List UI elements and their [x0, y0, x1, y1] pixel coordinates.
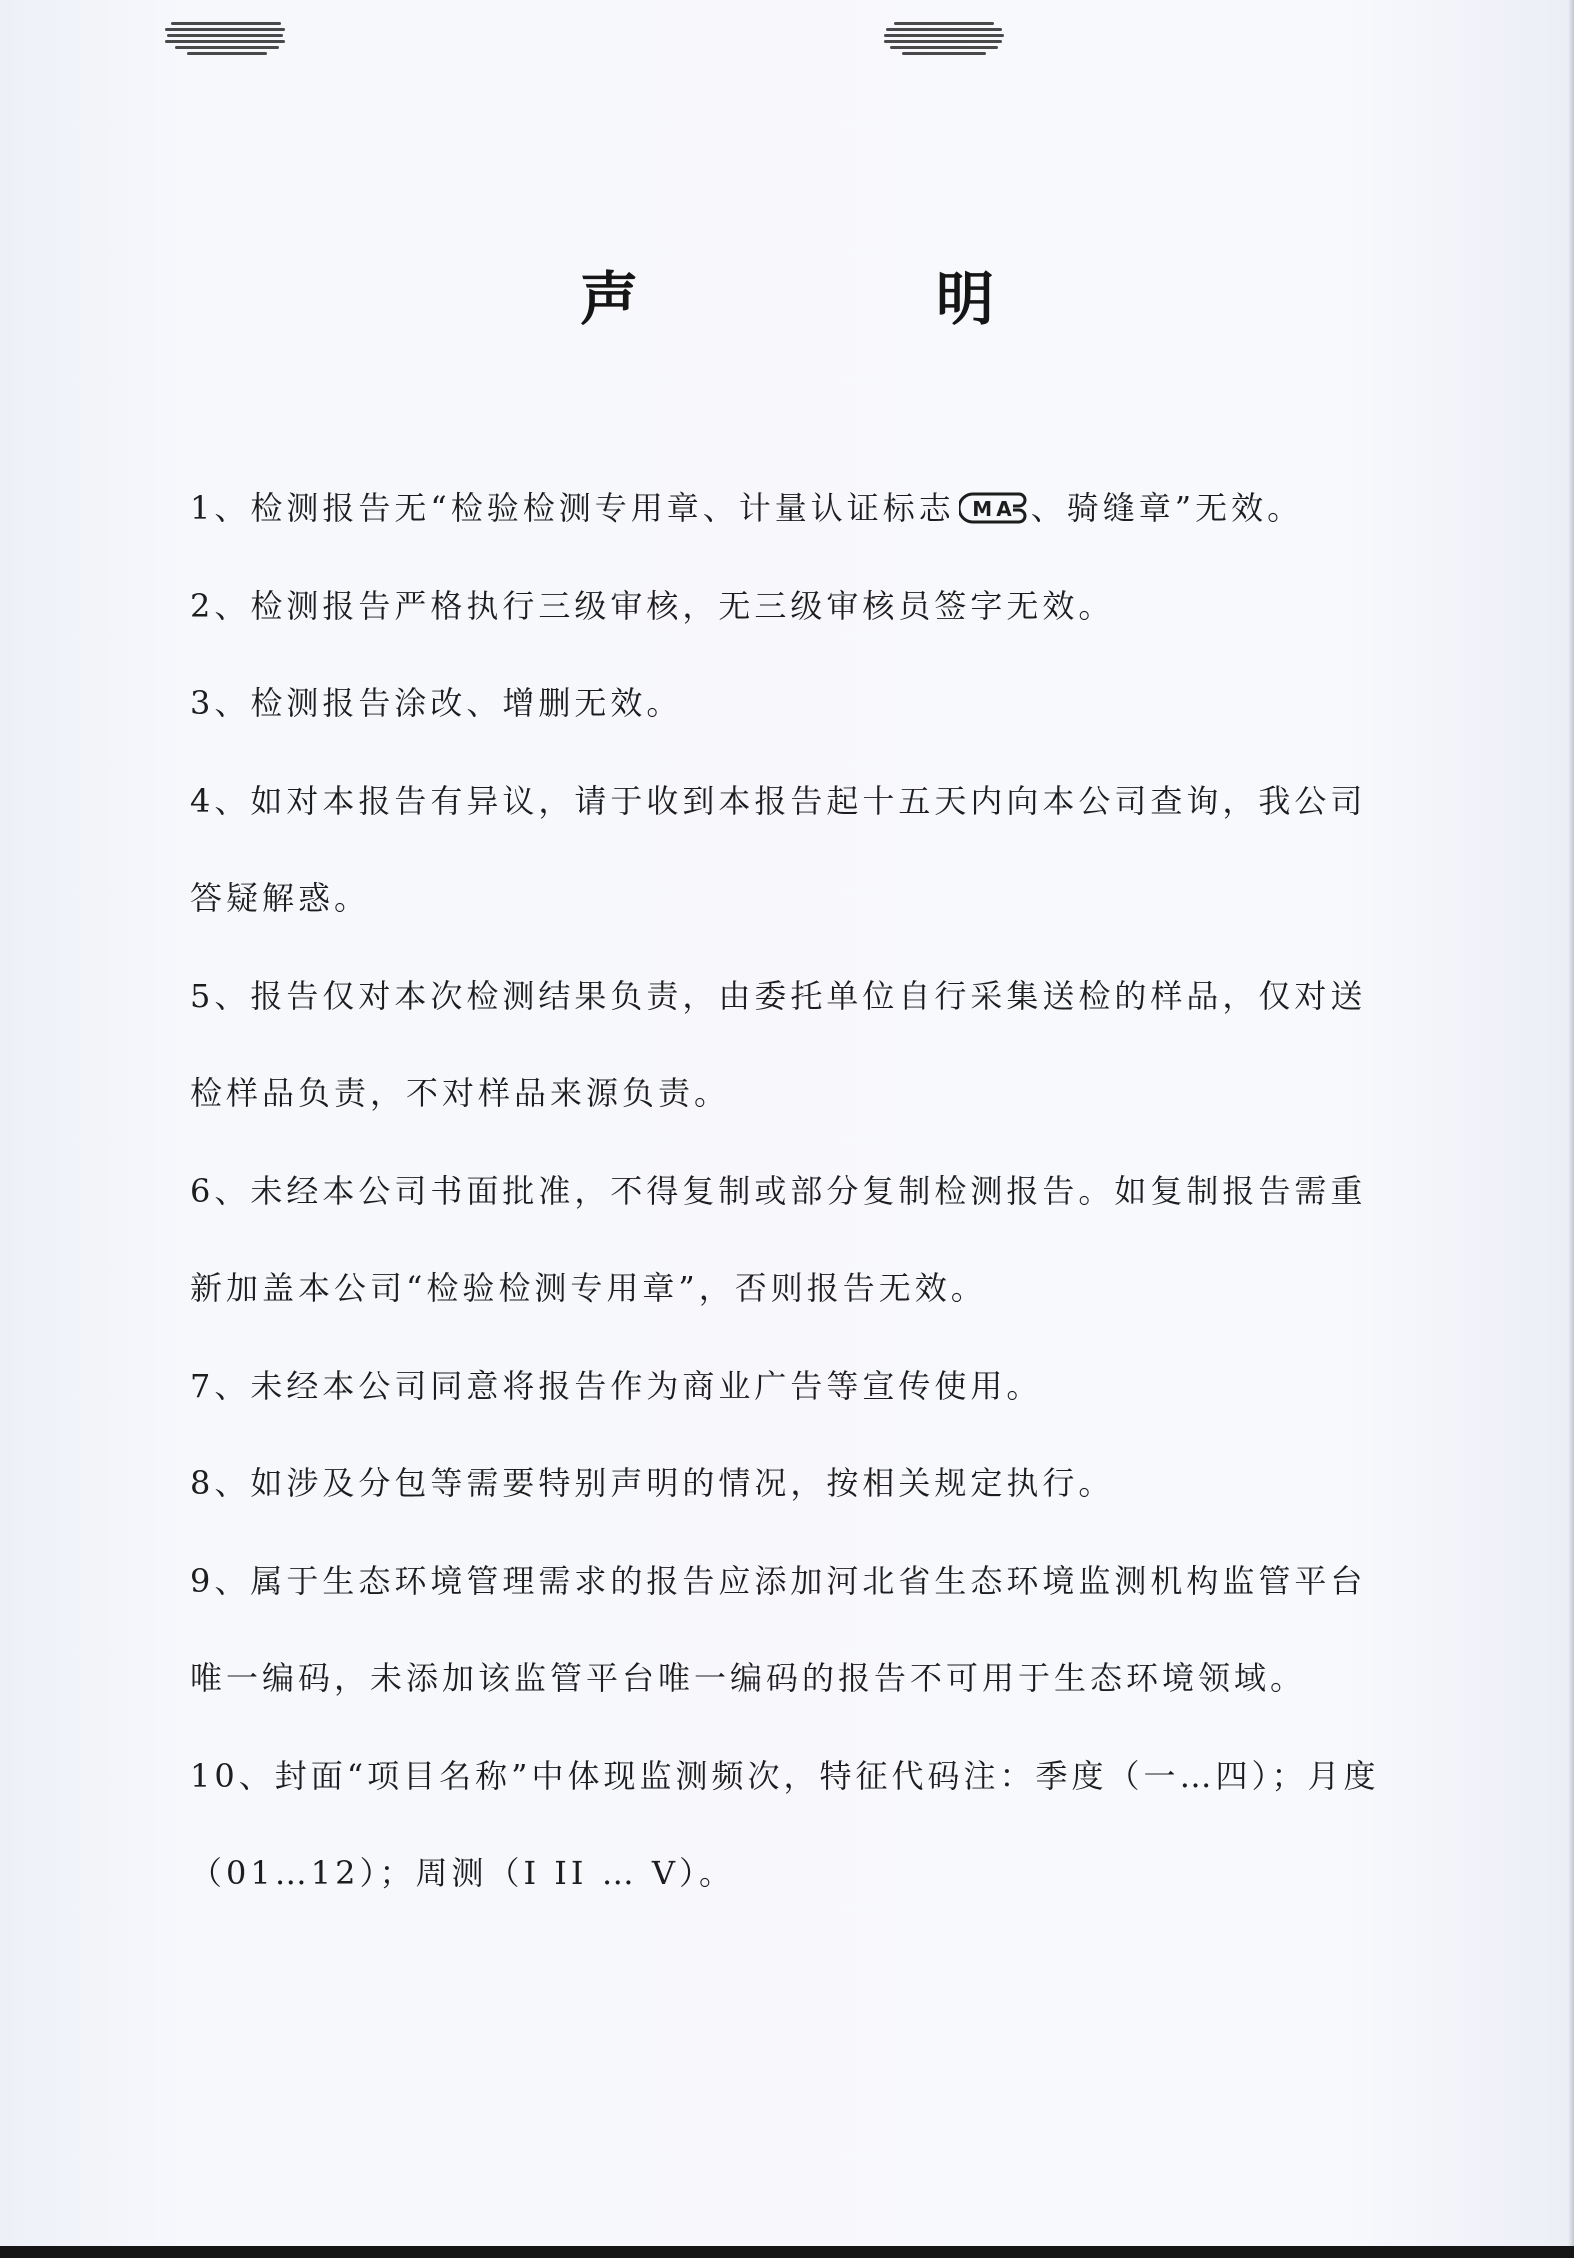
binding-hole-smudge-right — [884, 14, 1004, 60]
statement-line: 8、如涉及分包等需要特别声明的情况，按相关规定执行。 — [190, 1464, 1115, 1502]
statement-line: 5、报告仅对本次检测结果负责，由委托单位自行采集送检的样品，仅对送 — [190, 976, 1367, 1015]
statement-item-10 — [190, 1728, 1400, 1923]
statement-item-3 — [190, 655, 1400, 753]
statement-line-continued: （01…12）；周测（I II … V）。 — [190, 1854, 735, 1892]
statement-line: 7、未经本公司同意将报告作为商业广告等宣传使用。 — [190, 1366, 1043, 1405]
statement-line: 6、未经本公司书面批准，不得复制或部分复制检测报告。如复制报告需重 — [190, 1171, 1367, 1210]
statement-line-continued: 唯一编码，未添加该监管平台唯一编码的报告不可用于生态环境领域。 — [190, 1659, 1307, 1697]
statement-item-2 — [190, 558, 1400, 656]
statement-item-6 — [190, 1143, 1400, 1338]
statement-line: 2、检测报告严格执行三级审核，无三级审核员签字无效。 — [190, 586, 1115, 625]
statement-line: 10、封面“项目名称”中体现监测频次，特征代码注：季度（一…四）；月度 — [190, 1756, 1380, 1795]
svg-text:MA: MA — [972, 496, 1016, 521]
statement-item-1 — [190, 460, 1400, 558]
scan-edge-bottom — [0, 2246, 1574, 2258]
statement-item-4 — [190, 753, 1400, 948]
statement-item-8 — [190, 1435, 1400, 1533]
statement-line: 1、检测报告无“检验检测专用章、计量认证标志 MA 、骑缝章”无效。 — [190, 489, 1304, 527]
statement-line-continued: 检样品负责，不对样品来源负责。 — [190, 1074, 731, 1112]
statement-line: 4、如对本报告有异议，请于收到本报告起十五天内向本公司查询，我公司 — [190, 781, 1367, 820]
statement-list — [190, 460, 1400, 1923]
cma-certification-icon — [959, 491, 1027, 525]
statement-line-continued: 新加盖本公司“检验检测专用章”，否则报告无效。 — [190, 1269, 987, 1307]
statement-item-9 — [190, 1533, 1400, 1728]
binding-hole-smudge-left — [165, 14, 285, 60]
statement-line: 3、检测报告涂改、增删无效。 — [190, 684, 683, 722]
statement-item-5 — [190, 948, 1400, 1143]
statement-line: 9、属于生态环境管理需求的报告应添加河北省生态环境监测机构监管平台 — [190, 1561, 1367, 1600]
scan-edge-right — [1568, 0, 1574, 2258]
statement-item-7 — [190, 1338, 1400, 1436]
statement-line-continued: 答疑解惑。 — [190, 879, 371, 917]
page-title: 声 明 — [579, 265, 1114, 333]
